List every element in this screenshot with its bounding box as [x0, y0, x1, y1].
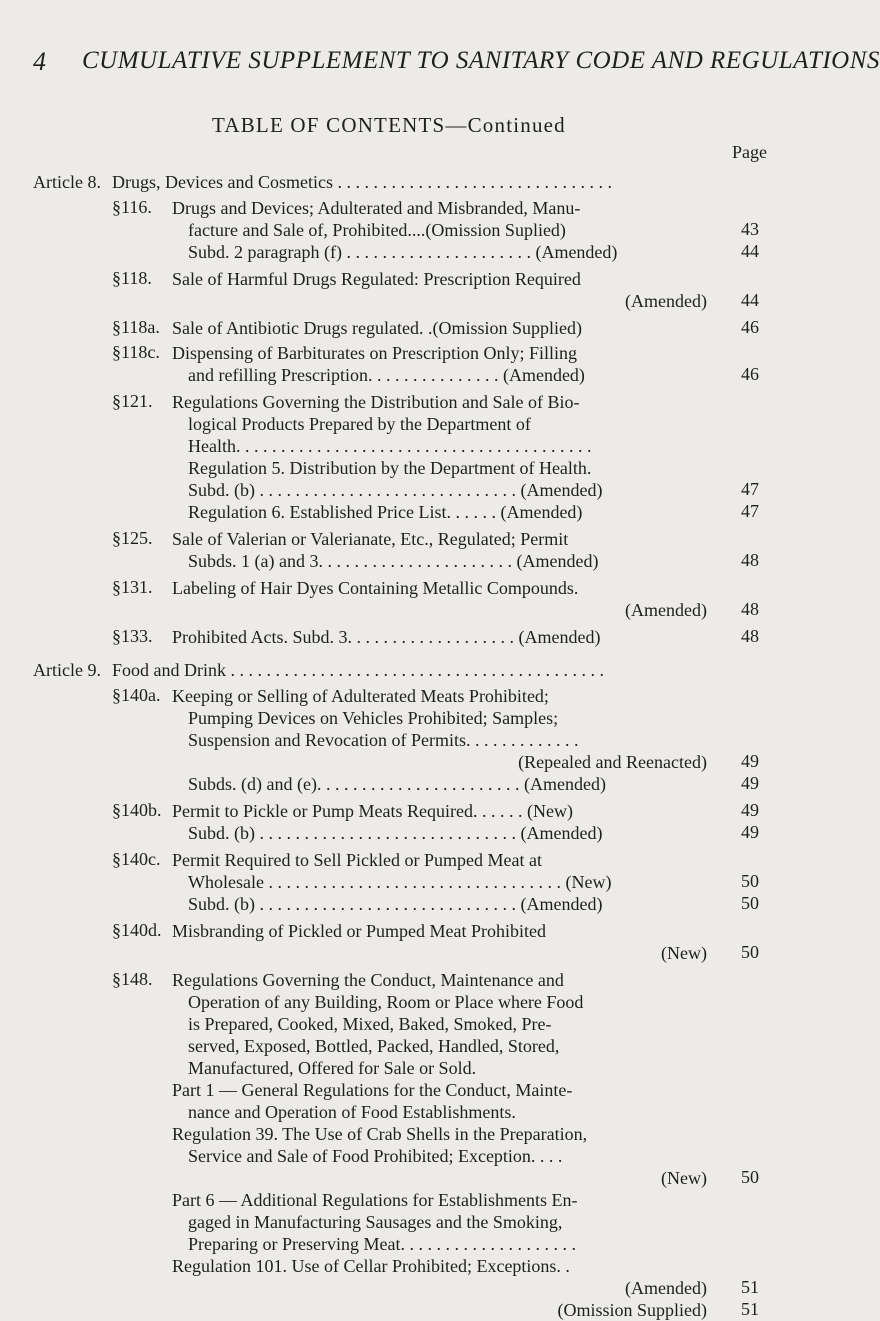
entry-line: Pumping Devices on Vehicles Prohibited; Samples;	[188, 708, 559, 728]
entry-line: Regulations Governing the Conduct, Maintenance and	[172, 970, 564, 990]
page-ref: 51	[741, 1277, 759, 1297]
page-ref: 48	[741, 599, 759, 619]
toc-entry-text	[172, 626, 707, 648]
entry-line: nance and Operation of Food Establishments.	[188, 1102, 516, 1122]
section-number: §133.	[112, 626, 153, 646]
toc-entry-text	[172, 528, 707, 572]
entry-line: (New)	[661, 1168, 707, 1188]
section-number: §140d.	[112, 920, 162, 940]
page-ref: 48	[741, 626, 759, 646]
toc-title: TABLE OF CONTENTS—Continued	[212, 113, 566, 137]
entry-line: Subd. (b) . . . . . . . . . . . . . . . . . . . . . . . . . . . . . (Amended)	[188, 894, 603, 914]
entry-line: Subd. 2 paragraph (f) . . . . . . . . . . . . . . . . . . . . . (Amended)	[188, 242, 618, 262]
page-ref: 49	[741, 822, 759, 842]
toc-entry-text	[172, 391, 707, 523]
page-ref: 50	[741, 1167, 759, 1187]
article-heading: Food and Drink . . . . . . . . . . . . . . . . . . . . . . . . . . . . . . . . . . . . . . . . . .	[112, 660, 604, 680]
entry-line: (Amended)	[625, 1278, 707, 1298]
entry-line: Regulation 39. The Use of Crab Shells in the Preparation,	[172, 1124, 588, 1144]
page-column-label: Page	[732, 142, 767, 162]
entry-line: Service and Sale of Food Prohibited; Exception. . . .	[188, 1146, 563, 1166]
entry-line: is Prepared, Cooked, Mixed, Baked, Smoked, Pre-	[188, 1014, 552, 1034]
toc-entry-text	[172, 969, 707, 1321]
entry-line: (Amended)	[625, 600, 707, 620]
entry-line: Subds. 1 (a) and 3. . . . . . . . . . . . . . . . . . . . . . (Amended)	[188, 551, 599, 571]
toc-entry-text	[172, 920, 707, 964]
section-number: §140c.	[112, 849, 161, 869]
page-ref: 50	[741, 871, 759, 891]
section-number: §121.	[112, 391, 153, 411]
page-ref: 50	[741, 893, 759, 913]
entry-line: (New)	[661, 943, 707, 963]
entry-line: Wholesale . . . . . . . . . . . . . . . . . . . . . . . . . . . . . . . . . (New)	[188, 872, 612, 892]
entry-line: Regulation 101. Use of Cellar Prohibited; Exceptions. .	[172, 1256, 570, 1276]
section-number: §140b.	[112, 800, 162, 820]
entry-line: facture and Sale of, Prohibited....(Omission Suplied)	[188, 220, 566, 240]
entry-line: Subd. (b) . . . . . . . . . . . . . . . . . . . . . . . . . . . . . (Amended)	[188, 823, 603, 843]
entry-line: Suspension and Revocation of Permits. . . . . . . . . . . . .	[188, 730, 579, 750]
section-number: §118c.	[112, 342, 160, 362]
section-number: §118.	[112, 268, 152, 288]
page-ref: 47	[741, 479, 759, 499]
page-ref: 49	[741, 773, 759, 793]
entry-line: Operation of any Building, Room or Place where Food	[188, 992, 584, 1012]
page-ref: 43	[741, 219, 759, 239]
page-ref: 47	[741, 501, 759, 521]
page-ref: 51	[741, 1299, 759, 1319]
toc-entry-text	[172, 685, 707, 795]
entry-line: (Repealed and Reenacted)	[518, 752, 707, 772]
entry-line: served, Exposed, Bottled, Packed, Handled, Stored,	[188, 1036, 560, 1056]
entry-line: Sale of Valerian or Valerianate, Etc., Regulated; Permit	[172, 529, 569, 549]
article-label: Article 9.	[33, 660, 101, 680]
entry-line: Part 6 — Additional Regulations for Establishments En-	[172, 1190, 578, 1210]
entry-line: Subds. (d) and (e). . . . . . . . . . . . . . . . . . . . . . . (Amended)	[188, 774, 606, 794]
section-number: §116.	[112, 197, 152, 217]
entry-line: Regulations Governing the Distribution and Sale of Bio-	[172, 392, 580, 412]
entry-line: Labeling of Hair Dyes Containing Metallic Compounds.	[172, 578, 579, 598]
page-number: 4	[33, 47, 46, 76]
section-number: §118a.	[112, 317, 160, 337]
section-number: §148.	[112, 969, 153, 989]
entry-line: and refilling Prescription. . . . . . . . . . . . . . . (Amended)	[188, 365, 585, 385]
entry-line: Sale of Antibiotic Drugs regulated. .(Omission Supplied)	[172, 318, 582, 338]
article-heading: Drugs, Devices and Cosmetics . . . . . . . . . . . . . . . . . . . . . . . . . . . . . . .	[112, 172, 612, 192]
section-number: §125.	[112, 528, 153, 548]
toc-entry-text	[172, 197, 707, 263]
toc-entry-text	[172, 342, 707, 386]
entry-line: Subd. (b) . . . . . . . . . . . . . . . . . . . . . . . . . . . . . (Amended)	[188, 480, 603, 500]
entry-line: gaged in Manufacturing Sausages and the Smoking,	[188, 1212, 563, 1232]
toc-entry-text	[172, 849, 707, 915]
entry-line: Regulation 6. Established Price List. . . . . . (Amended)	[188, 502, 583, 522]
section-number: §131.	[112, 577, 153, 597]
toc-entry-text	[172, 577, 707, 621]
toc-entry-text	[172, 268, 707, 312]
entry-line: Preparing or Preserving Meat. . . . . . . . . . . . . . . . . . . .	[188, 1234, 576, 1254]
entry-line: Dispensing of Barbiturates on Prescription Only; Filling	[172, 343, 577, 363]
entry-line: (Omission Supplied)	[557, 1300, 707, 1320]
entry-line: Health. . . . . . . . . . . . . . . . . . . . . . . . . . . . . . . . . . . . . . . .	[188, 436, 592, 456]
page-ref: 46	[741, 317, 759, 337]
entry-line: Permit to Pickle or Pump Meats Required. . . . . . (New)	[172, 801, 573, 821]
entry-line: Drugs and Devices; Adulterated and Misbranded, Manu-	[172, 198, 581, 218]
page-ref: 50	[741, 942, 759, 962]
entry-line: Keeping or Selling of Adulterated Meats Prohibited;	[172, 686, 549, 706]
page-ref: 44	[741, 241, 759, 261]
entry-line: Part 1 — General Regulations for the Conduct, Mainte-	[172, 1080, 573, 1100]
entry-line: Permit Required to Sell Pickled or Pumped Meat at	[172, 850, 542, 870]
page-ref: 49	[741, 751, 759, 771]
toc-entry-text	[172, 317, 707, 339]
page-ref: 46	[741, 364, 759, 384]
entry-line: Regulation 5. Distribution by the Department of Health.	[188, 458, 592, 478]
section-number: §140a.	[112, 685, 161, 705]
page-ref: 49	[741, 800, 759, 820]
entry-line: logical Products Prepared by the Department of	[188, 414, 531, 434]
entry-line: Misbranding of Pickled or Pumped Meat Prohibited	[172, 921, 546, 941]
entry-line: (Amended)	[625, 291, 707, 311]
entry-line: Sale of Harmful Drugs Regulated: Prescription Required	[172, 269, 581, 289]
entry-line: Prohibited Acts. Subd. 3. . . . . . . . . . . . . . . . . . . (Amended)	[172, 627, 601, 647]
entry-line: Manufactured, Offered for Sale or Sold.	[188, 1058, 477, 1078]
page-ref: 44	[741, 290, 759, 310]
page-ref: 48	[741, 550, 759, 570]
toc-entry-text	[172, 800, 707, 844]
article-label: Article 8.	[33, 172, 101, 192]
running-title: CUMULATIVE SUPPLEMENT TO SANITARY CODE AND REGULATIONS	[82, 47, 880, 74]
